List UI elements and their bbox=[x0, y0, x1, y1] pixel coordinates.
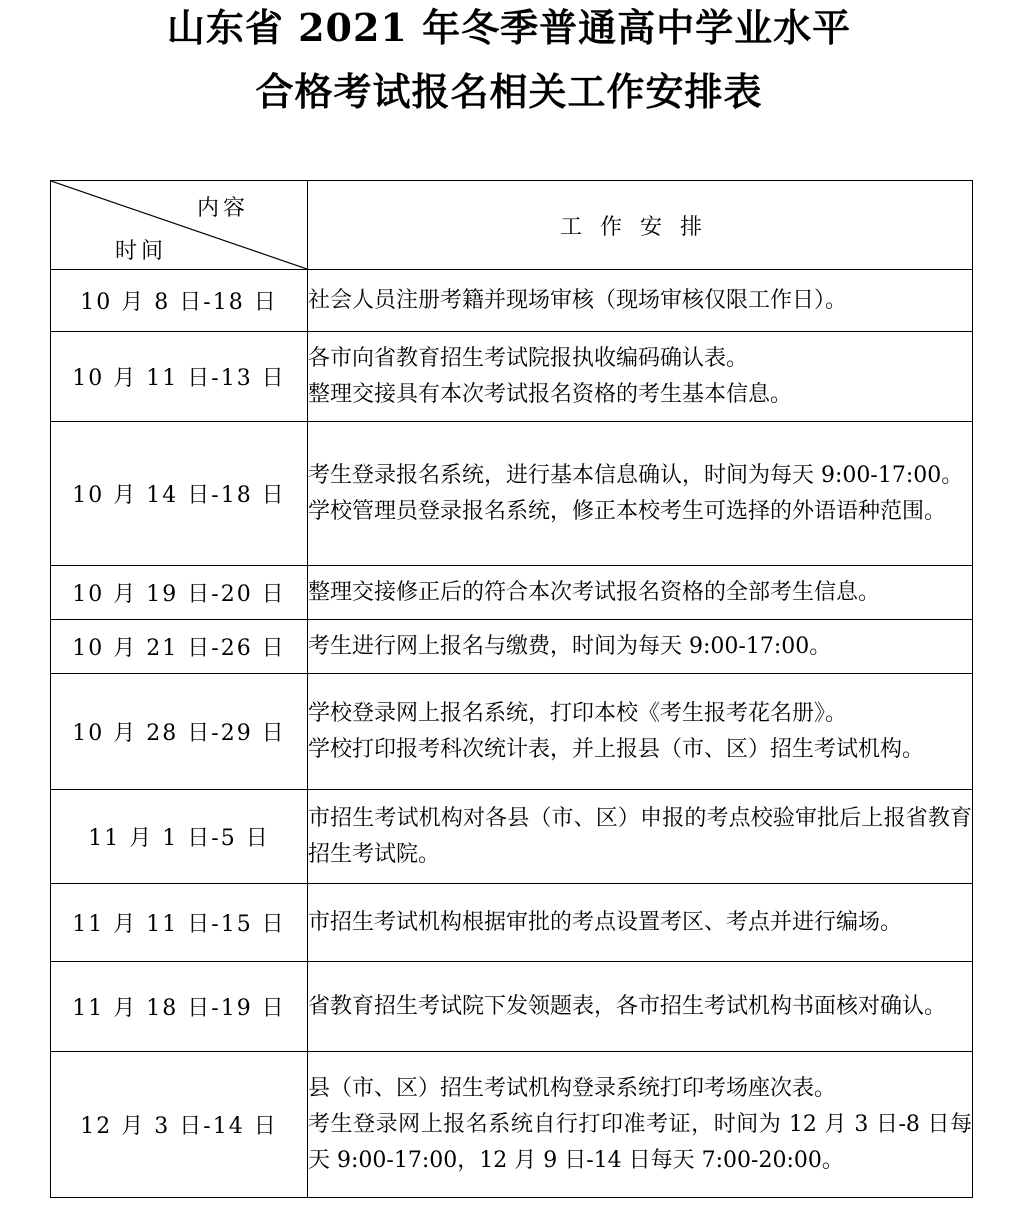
task-line: 考生进行网上报名与缴费，时间为每天 9:00-17:00。 bbox=[308, 633, 832, 659]
task-line: 市招生考试机构根据审批的考点设置考区、考点并进行编场。 bbox=[308, 909, 903, 935]
diagonal-line bbox=[51, 181, 307, 269]
task-line: 学校登录网上报名系统，打印本校《考生报考花名册》。 bbox=[308, 700, 848, 726]
table-row bbox=[51, 620, 973, 674]
table-row bbox=[51, 332, 973, 422]
task-line: 考生登录网上报名系统自行打印准考证，时间为 12 月 3 日-8 日每天 9:00-17:00，12 月 9 日-14 日每天 7:00-20:00。 bbox=[308, 1111, 972, 1173]
table-row bbox=[51, 962, 973, 1052]
task-line: 县（市、区）招生考试机构登录系统打印考场座次表。 bbox=[308, 1075, 837, 1101]
task-cell bbox=[308, 566, 973, 620]
task-line: 各市向省教育招生考试院报执收编码确认表。 bbox=[308, 345, 749, 371]
table-row bbox=[51, 270, 973, 332]
page-title-line2: 合格考试报名相关工作安排表 bbox=[255, 69, 763, 114]
task-line: 整理交接修正后的符合本次考试报名资格的全部考生信息。 bbox=[308, 579, 881, 605]
time-cell: 11 月 11 日-15 日 bbox=[51, 884, 308, 962]
table-row bbox=[51, 674, 973, 790]
diagonal-header-cell bbox=[51, 181, 308, 270]
time-cell: 10 月 11 日-13 日 bbox=[51, 332, 308, 422]
header-task-cell: 工作安排 bbox=[308, 181, 973, 270]
table-row bbox=[51, 1052, 973, 1198]
time-cell: 10 月 8 日-18 日 bbox=[51, 270, 308, 332]
page-title-line1: 山东省 2021 年冬季普通高中学业水平 bbox=[166, 5, 852, 50]
time-cell: 11 月 1 日-5 日 bbox=[51, 790, 308, 884]
task-line: 学校管理员登录报名系统，修正本校考生可选择的外语语种范围。 bbox=[308, 498, 947, 524]
task-cell bbox=[308, 1052, 973, 1198]
table-row bbox=[51, 566, 973, 620]
task-cell bbox=[308, 884, 973, 962]
table-body bbox=[51, 270, 973, 1198]
table-row bbox=[51, 422, 973, 566]
task-cell bbox=[308, 620, 973, 674]
header-content-label: 内容 bbox=[196, 196, 249, 221]
task-cell bbox=[308, 674, 973, 790]
task-cell bbox=[308, 422, 973, 566]
task-line: 考生登录报名系统，进行基本信息确认，时间为每天 9:00-17:00。 bbox=[308, 462, 964, 488]
table-row bbox=[51, 884, 973, 962]
time-cell: 10 月 14 日-18 日 bbox=[51, 422, 308, 566]
time-cell: 10 月 28 日-29 日 bbox=[51, 674, 308, 790]
task-cell bbox=[308, 332, 973, 422]
time-cell: 11 月 18 日-19 日 bbox=[51, 962, 308, 1052]
task-cell bbox=[308, 270, 973, 332]
time-cell: 12 月 3 日-14 日 bbox=[51, 1052, 308, 1198]
task-line: 整理交接具有本次考试报名资格的考生基本信息。 bbox=[308, 381, 793, 407]
header-time-label: 时间 bbox=[115, 239, 168, 264]
task-line: 省教育招生考试院下发领题表，各市招生考试机构书面核对确认。 bbox=[308, 993, 947, 1019]
task-line: 学校打印报考科次统计表，并上报县（市、区）招生考试机构。 bbox=[308, 736, 925, 762]
task-cell bbox=[308, 790, 973, 884]
task-cell bbox=[308, 962, 973, 1052]
task-line: 市招生考试机构对各县（市、区）申报的考点校验审批后上报省教育招生考试院。 bbox=[308, 805, 972, 867]
table-row bbox=[51, 790, 973, 884]
task-line: 社会人员注册考籍并现场审核（现场审核仅限工作日）。 bbox=[308, 287, 848, 313]
time-cell: 10 月 19 日-20 日 bbox=[51, 566, 308, 620]
table-header-row bbox=[51, 181, 973, 270]
time-cell: 10 月 21 日-26 日 bbox=[51, 620, 308, 674]
schedule-table bbox=[50, 180, 973, 1198]
